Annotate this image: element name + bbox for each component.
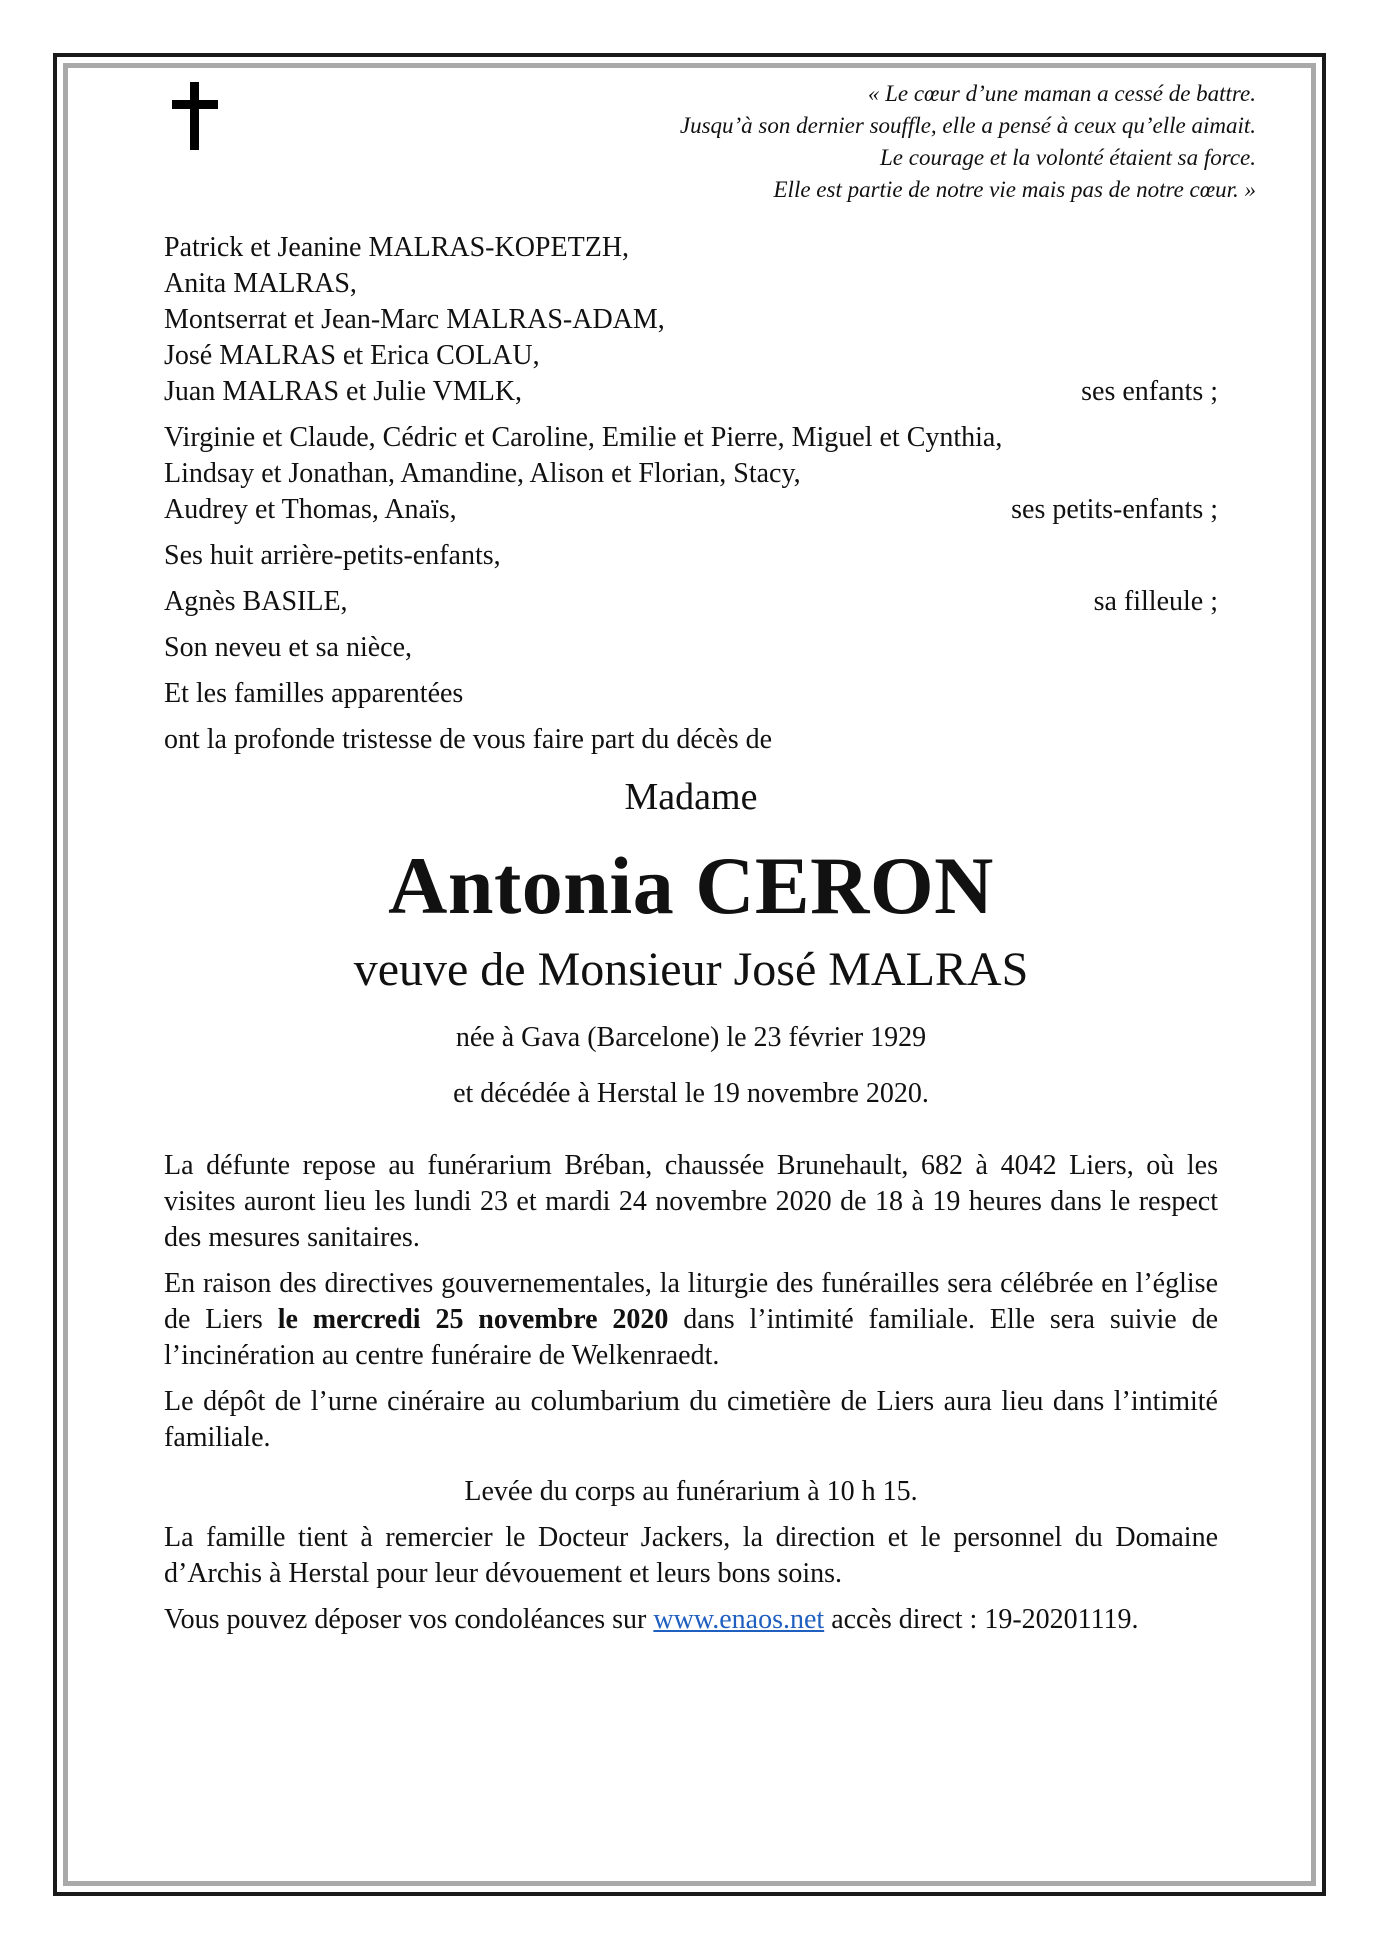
deceased-widow-of: veuve de Monsieur José MALRAS <box>353 943 1029 996</box>
deceased-born: née à Gava (Barcelone) le 23 février 1929 <box>455 1022 927 1053</box>
children-relation: ses enfants ; <box>1081 376 1218 407</box>
cross-icon <box>172 82 218 150</box>
great-grandchildren: Ses huit arrière-petits-enfants, <box>164 540 501 571</box>
quote-line: Jusqu’à son dernier souffle, elle a pensé à ceux qu’elle aimait. <box>679 113 1256 138</box>
paragraph-thanks: La famille tient à remercier le Docteur Jackers, la direction et le personnel du Domaine d’Archis à Herstal pour leur dévouement et leurs bons soins. <box>164 1522 1218 1589</box>
quote-line: « Le cœur d’une maman a cessé de battre. <box>867 81 1256 106</box>
grandchild-line: Audrey et Thomas, Anaïs, <box>164 494 457 525</box>
paragraph-liturgy <box>164 1266 1218 1374</box>
deceased-name: Antonia CERON <box>388 840 994 931</box>
child-line: Patrick et Jeanine MALRAS-KOPETZH, <box>164 232 630 263</box>
grandchild-line: Virginie et Claude, Cédric et Caroline, Emilie et Pierre, Miguel et Cynthia, <box>164 422 1003 453</box>
goddaughter-name: Agnès BASILE, <box>164 586 348 617</box>
child-line: Anita MALRAS, <box>164 268 357 299</box>
child-line: Juan MALRAS et Julie VMLK, <box>164 376 523 407</box>
liturgy-text-after: dans l’intimité familiale. Elle sera suivie de l’incinération au centre funéraire de Welkenraedt. <box>164 1304 1218 1371</box>
families: Et les familles apparentées <box>164 678 464 709</box>
child-line: José MALRAS et Erica COLAU, <box>164 340 540 371</box>
announcement-line: ont la profonde tristesse de vous faire part du décès de <box>164 724 773 755</box>
child-line: Montserrat et Jean-Marc MALRAS-ADAM, <box>164 304 665 335</box>
announcement-body <box>164 230 1218 1638</box>
paragraph-urn: Le dépôt de l’urne cinéraire au columbarium du cimetière de Liers aura lieu dans l’intimité familiale. <box>164 1386 1218 1453</box>
paragraph-levee: Levée du corps au funérarium à 10 h 15. <box>464 1476 918 1507</box>
children-block <box>164 230 1218 410</box>
grandchildren-relation: ses petits-enfants ; <box>1011 494 1218 525</box>
quote-line: Le courage et la volonté étaient sa force. <box>880 145 1256 170</box>
nephew-niece: Son neveu et sa nièce, <box>164 632 413 663</box>
condolences-link[interactable]: www.enaos.net <box>653 1604 825 1635</box>
paragraph-condolences <box>164 1602 1218 1638</box>
grandchild-line: Lindsay et Jonathan, Amandine, Alison et Florian, Stacy, <box>164 458 801 489</box>
condolences-text-after: accès direct : 19-20201119. <box>824 1604 1139 1635</box>
goddaughter-relation: sa filleule ; <box>1093 586 1218 617</box>
deceased-died: et décédée à Herstal le 19 novembre 2020. <box>453 1078 929 1109</box>
paragraph-rest: La défunte repose au funérarium Bréban, chaussée Brunehault, 682 à 4042 Liers, où les visites auront lieu les lundi 23 et mardi 24 novembre 2020 de 18 à 19 heures dans le respect des mesures sanitaires. <box>164 1150 1218 1253</box>
quote-line: Elle est partie de notre vie mais pas de notre cœur. » <box>773 177 1256 202</box>
liturgy-date: le mercredi 25 novembre 2020 <box>277 1304 669 1335</box>
condolences-text: Vous pouvez déposer vos condoléances sur <box>164 1604 654 1635</box>
deceased-title: Madame <box>624 776 758 818</box>
quote <box>456 78 1256 206</box>
liturgy-text: En raison des directives gouvernementales, la liturgie des funérailles sera célébrée en l’église de Liers <box>164 1268 1218 1335</box>
grandchildren-block <box>164 420 1218 528</box>
